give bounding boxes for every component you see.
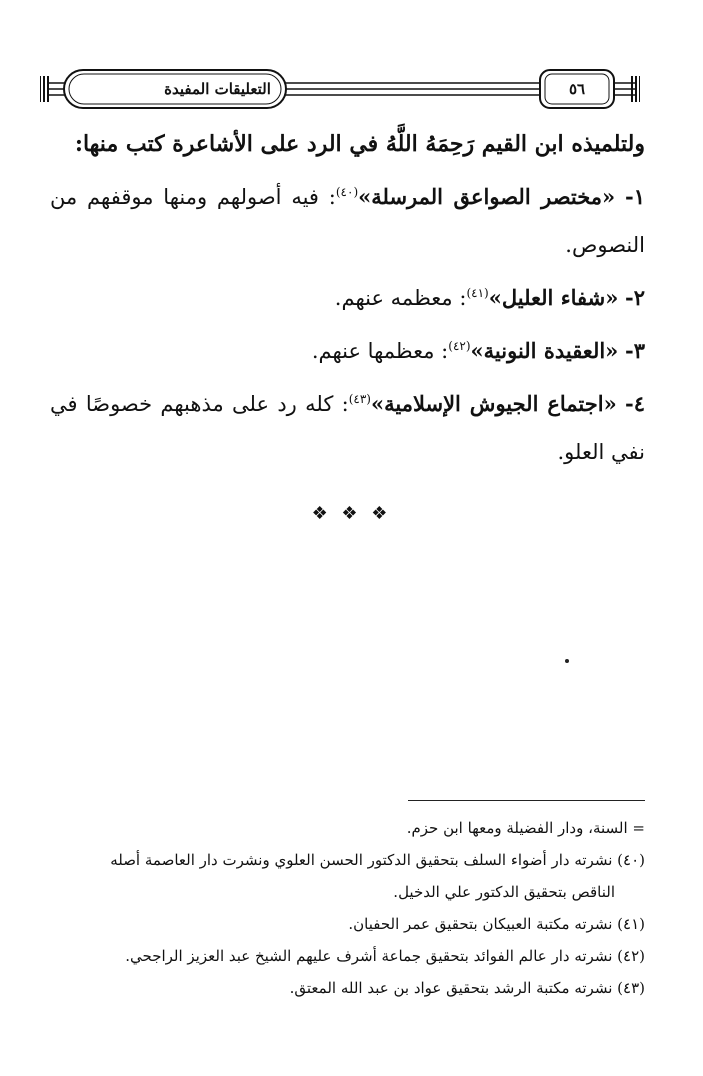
footnote-divider [408,800,645,801]
intro-paragraph: ولتلميذه ابن القيم رَحِمَهُ اللَّهُ في الرد على الأشاعرة كتب منها: [74,131,645,157]
footnote: (٤٠) نشرته دار أضواء السلف بتحقيق الدكتور الحسن العلوي ونشرت دار العاصمة أصله [110,851,645,869]
list-item [50,375,645,476]
list-item [50,322,645,375]
page-header [40,68,640,110]
main-text [50,120,645,476]
item-description: : فيه أصولهم ومنها موقفهم من النصوص. [50,185,645,257]
book-title: «شفاء العليل» [488,285,619,310]
footnote-ref: (٤١) [466,286,489,300]
item-description: : معظمه عنهم. [334,286,467,310]
item-number: ١- [625,184,645,209]
footnote-ref: (٤٠) [335,185,359,199]
book-title: «مختصر الصواعق المرسلة» [358,184,616,209]
list-item [50,269,645,322]
footnote-continuation: = السنة، ودار الفضيلة ومعها ابن حزم. [406,819,645,837]
item-description: : معظمها عنهم. [311,339,449,363]
footnote-continuation-line: الناقص بتحقيق الدكتور علي الدخيل. [393,883,615,901]
section-ornament-icon: ❖ ❖ ❖ [311,503,392,524]
footnote-ref: (٤٢) [448,339,471,353]
item-description: : كله رد على مذهبهم خصوصًا في نفي العلو. [50,392,645,464]
footnote: (٤٢) نشرته دار عالم الفوائد بتحقيق جماعة أشرف عليهم الشيخ عبد العزيز الراجحي. [125,947,645,965]
footnotes [50,812,645,1004]
item-number: ٣- [625,338,645,363]
book-title: «العقيدة النونية» [470,338,619,363]
page-number: ٥٦ [568,80,586,98]
book-title: «اجتماع الجيوش الإسلامية» [370,391,617,416]
item-number: ٤- [625,391,645,416]
item-number: ٢- [625,285,645,310]
footnote: (٤٣) نشرته مكتبة الرشد بتحقيق عواد بن عبد الله المعتق. [289,979,645,997]
footnote: (٤١) نشرته مكتبة العبيكان بتحقيق عمر الحفيان. [348,915,645,933]
running-title: التعليقات المفيدة [164,80,271,98]
stray-dot [565,659,569,663]
list-item [50,168,645,269]
footnote-ref: (٤٣) [348,392,371,406]
